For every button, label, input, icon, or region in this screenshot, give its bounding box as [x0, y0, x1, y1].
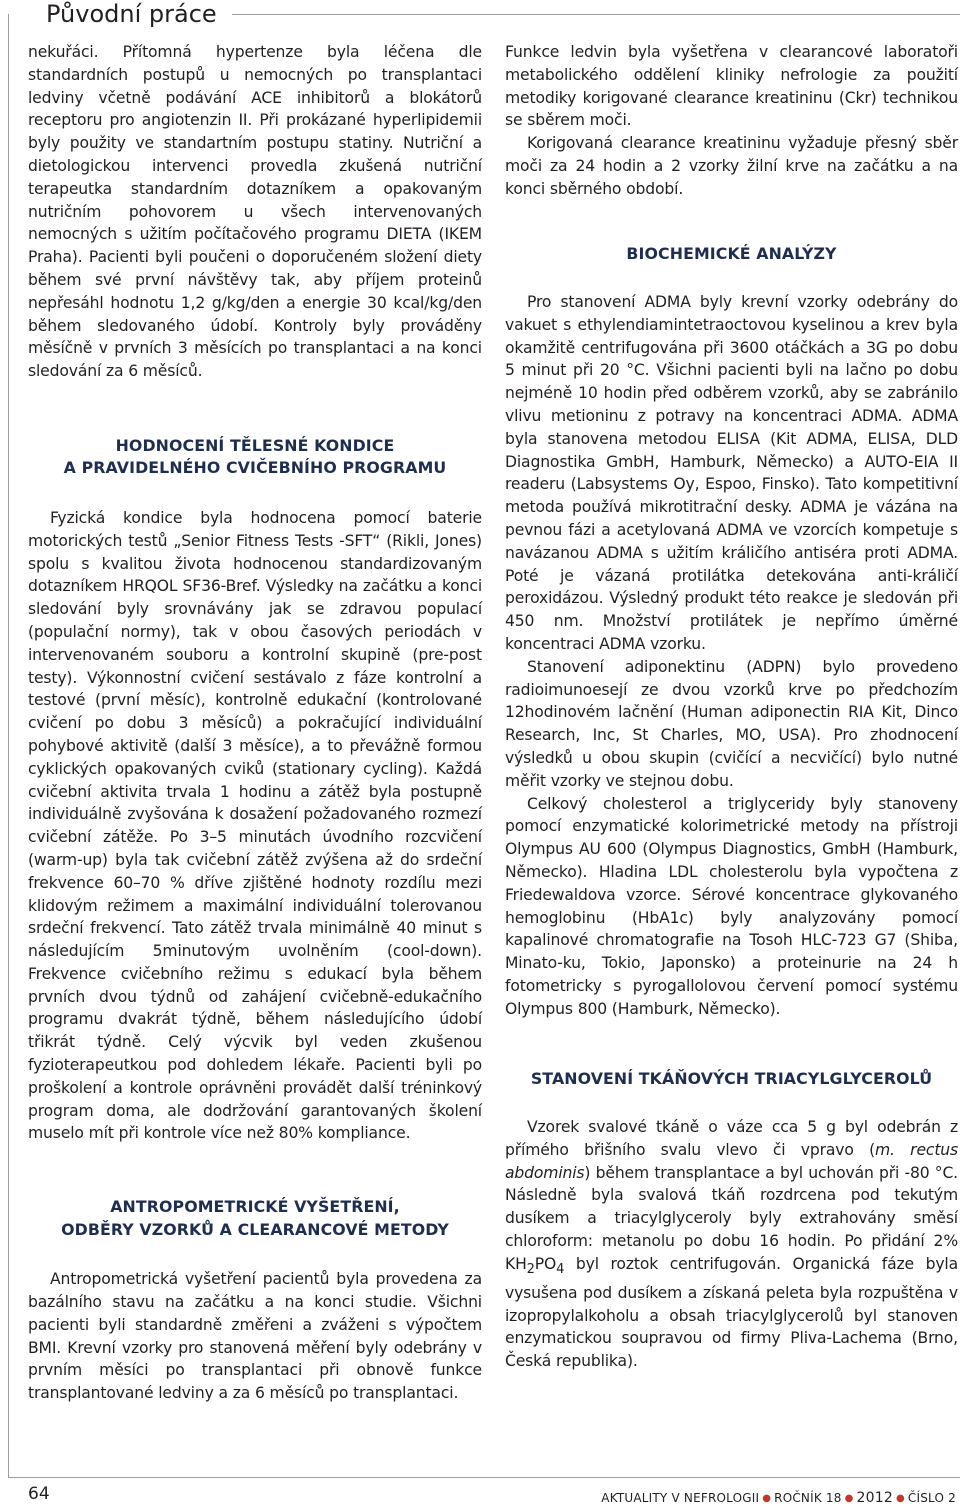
separator-dot-icon: ● — [762, 1493, 772, 1504]
heading-anthropometry-line2: ODBĚRY VZORKŮ A CLEARANCOVÉ METODY — [61, 1219, 449, 1239]
paragraph-anthropometry: Antropometrická vyšetření pacientů byla provedena za bazálního stavu na začátku a na konci studie. Všichni pacienti byli standardně změřeni a zváženi s výpočtem BMI. Krevní vzorky pro stanovená měření byly odebrány v prvním měsíci po transplantaci při obnově funkce transplantované ledviny a za 6 měsíců po transplantaci. — [28, 1270, 482, 1403]
separator-dot-icon: ● — [844, 1493, 854, 1504]
journal-volume: ROČNÍK 18 — [774, 1491, 842, 1505]
heading-anthropometry — [28, 1196, 482, 1241]
heading-anthropometry-line1: ANTROPOMETRICKÉ VYŠETŘENÍ, — [110, 1197, 400, 1217]
muscle-latin-name: m. rectus abdominis — [505, 1140, 958, 1182]
heading-biochemistry: BIOCHEMICKÉ ANALÝZY — [626, 243, 837, 263]
header-rule — [232, 14, 960, 15]
paragraph-nutrition: nekuřáci. Přítomná hypertenze byla léčena dle standardních postupů u nemocných po transplantaci ledviny včetně podávání ACE inhibitorů a blokátorů receptoru pro angiotenzin II. Při prokázané hyperlipidemii byly použity ve standartním postupu statiny. Nutriční a dietologickou intervenci provedla zkušená nutriční terapeutka standardním dotazníkem a opakovaným nutričním pohovorem u všech intervenovaných nemocných s užitím počítačového programu DIETA (IKEM Praha). Pacienti byli poučeni o doporučeném složení diety během své první návštěvy tak, aby příjem proteinů nepřesáhl hodnotu 1,2 g/kg/den a energie 30 kcal/kg/den během sledovaného údobí. Kontroly byly prováděny měsíčně v prvních 3 měsících po transplantaci a na konci sledování za 6 měsíců. — [28, 43, 482, 381]
formula-sub-2: 2 — [526, 1261, 535, 1277]
heading-fitness — [28, 435, 482, 480]
paragraph-clearance: Korigovaná clearance kreatininu vyžaduje přesný sběr moči za 24 hodin a 2 vzorky žilní krve na začátku a na konci sběrného období. — [505, 134, 958, 198]
frame-bottom-rule — [8, 1477, 960, 1478]
heading-triacylglycerols: STANOVENÍ TKÁŇOVÝCH TRIACYLGLYCEROLŮ — [530, 1068, 933, 1088]
formula-sub-4: 4 — [556, 1261, 565, 1277]
separator-dot-icon: ● — [895, 1493, 905, 1504]
paragraph-kidney-function: Funkce ledvin byla vyšetřena v clearancové laboratoři metabolického oddělení kliniky nefrologie za použití metodiky korigované clearance kreatininu (Ckr) technikou se sběrem moči. — [505, 43, 958, 130]
formula-po: PO — [534, 1254, 557, 1273]
heading-fitness-line1: HODNOCENÍ TĚLESNÉ KONDICE — [115, 435, 395, 455]
paragraph-adma: Pro stanovení ADMA byly krevní vzorky odebrány do vakuet s ethylendiamintetraoctovou kyselinou a krev byla okamžitě centrifugována při 3600 otáčkách a 3G po dobu 5 minut při 20 °C. Všichni pacienti byli na lačno po dobu nejméně 10 hodin před odběrem vzorků, aby se zabránilo vlivu metioninu z potravy na koncentraci ADMA. ADMA byla stanovena metodou ELISA (Kit ADMA, ELISA, DLD Diagnostika GmbH, Hamburk, Německo) a AUTO-EIA II readeru (Labsystems Oy, Espoo, Finsko). Tato kompetitivní metoda používá mikrotitrační desky. ADMA je vázána na pevnou fázi a acetylovaná ADMA ve vzorcích kompetuje s navázanou ADMA s užitím králičího antiséra proti ADMA. Poté je vázaná protilátka detekována anti-králičí peroxidázou. Výsledný produkt této reakce je sledován při 450 nm. Množství protilátek je nepřímo úměrné koncentraci ADMA vzorku. — [505, 293, 958, 654]
muscle-text-b: ) během transplantace a byl uchován při -80 °C. Následně byla svalová tkáň rozdrcena pod tekutým dusíkem a triacylglyceroly byly extrahovány směsí chloroform: metanolu po dobu 16 hodin. Po přidání 2% KH — [505, 1163, 958, 1273]
page-number: 64 — [28, 1484, 50, 1504]
section-title: Původní práce — [46, 0, 217, 28]
journal-issue: ČÍSLO 2 — [907, 1491, 956, 1505]
journal-year: 2012 — [856, 1490, 893, 1506]
paragraph-muscle-sample — [505, 1116, 958, 1373]
frame-left-rule — [8, 14, 9, 1478]
left-column — [28, 41, 482, 1405]
heading-fitness-line2: A PRAVIDELNÉHO CVIČEBNÍHO PROGRAMU — [63, 458, 447, 478]
paragraph-fitness: Fyzická kondice byla hodnocena pomocí baterie motorických testů „Senior Fitness Tests -SFT“ (Rikli, Jones) spolu s kvalitou života hodnocenou standardizovaným dotazníkem HRQOL SF36-Bref. Výsledky na začátku a konci sledování byly srovnávány jak se zdravou populací (populační normy), tak v obou časových periodách v intervenovaném souboru a kontrolní skupině (pre-post testy). Výkonnostní cvičení sestávalo z fáze kontrolní a testové (první měsíc), kontrolně edukační (kontrolované cvičení po dobu 3 měsíců) a pokračující individuální pohybové aktivitě (další 3 měsíce), a to převážně formou cyklických opakovaných cviků (stationary cycling). Každá cvičební aktivita trvala 1 hodinu a zátěž byla postupně individuálně zvyšována k dosažení požadovaného rozmezí cvičební zátěže. Po 3–5 minutách úvodního rozcvičení (warm-up) byla tak cvičební zátěž zvýšena až do srdeční frekvence 60–70 % dříve zjištěné hodnoty rozdílu mezi klidovým režimem a maximální individuální tolerovanou srdeční frekvencí. Tato zátěž trvala minimálně 40 minut s následujícím 5minutovým uvolněním (cool-down). Frekvence cvičebního režimu s edukací byla během prvních dvou týdnů od zahájení cvičebně-edukačního programu dvakrát týdně, během následujícího údobí třikrát týdně. Celý výcvik byl veden zkušenou fyzioterapeutkou pod dohledem lékaře. Pacienti byli po proškolení a kontrole oprávněni provádět další tréninkový program doma, ale dodržování garantovaných školení muselo mít při kontrole více než 80% kompliance. — [28, 508, 482, 1143]
right-column — [505, 41, 958, 1373]
muscle-text-d: byl roztok centrifugován. Organická fáze byla vysušena pod dusíkem a získaná peleta byla rozpuštěna v izopropylalkoholu a obsah triacylglycerolů byl stanoven enzymatickou soupravou od firmy Pliva-Lachema (Brno, Česká republika). — [505, 1254, 958, 1371]
paragraph-cholesterol: Celkový cholesterol a triglyceridy byly stanoveny pomocí enzymatické kolorimetrické metody na přístroji Olympus AU 600 (Olympus Diagnostics, GmbH (Hamburk, Německo). Hladina LDL cholesterolu byla vypočtena z Friedewaldova vzorce. Sérové koncentrace glykovaného hemoglobinu (HbA1c) byly analyzovány pomocí kapalinové chromatografie na Tosoh HLC-723 G7 (Shiba, Minato-ku, Tokio, Japonsko) a proteinurie na 24 h fotometricky s pyrogallolovou červení pomocí systému Olympus 800 (Hamburk, Německo). — [505, 794, 958, 1018]
journal-name: AKTUALITY V NEFROLOGII — [601, 1491, 760, 1505]
paragraph-adiponectin: Stanovení adiponektinu (ADPN) bylo provedeno radioimunoesejí ze dvou vzorků krve po předchozím 12hodinovém lačnění (Human adiponectin RIA Kit, Dinco Research, Inc, St Charles, MO, USA). Pro zhodnocení výsledků u obou skupin (cvičící a necvičící) bylo nutné měřit vzorky ve stejnou dobu. — [505, 657, 958, 790]
muscle-text-a: Vzorek svalové tkáně o váze cca 5 g byl odebrán z přímého břišního svalu vlevo či vpravo ( — [505, 1118, 958, 1159]
journal-footer — [601, 1490, 956, 1507]
